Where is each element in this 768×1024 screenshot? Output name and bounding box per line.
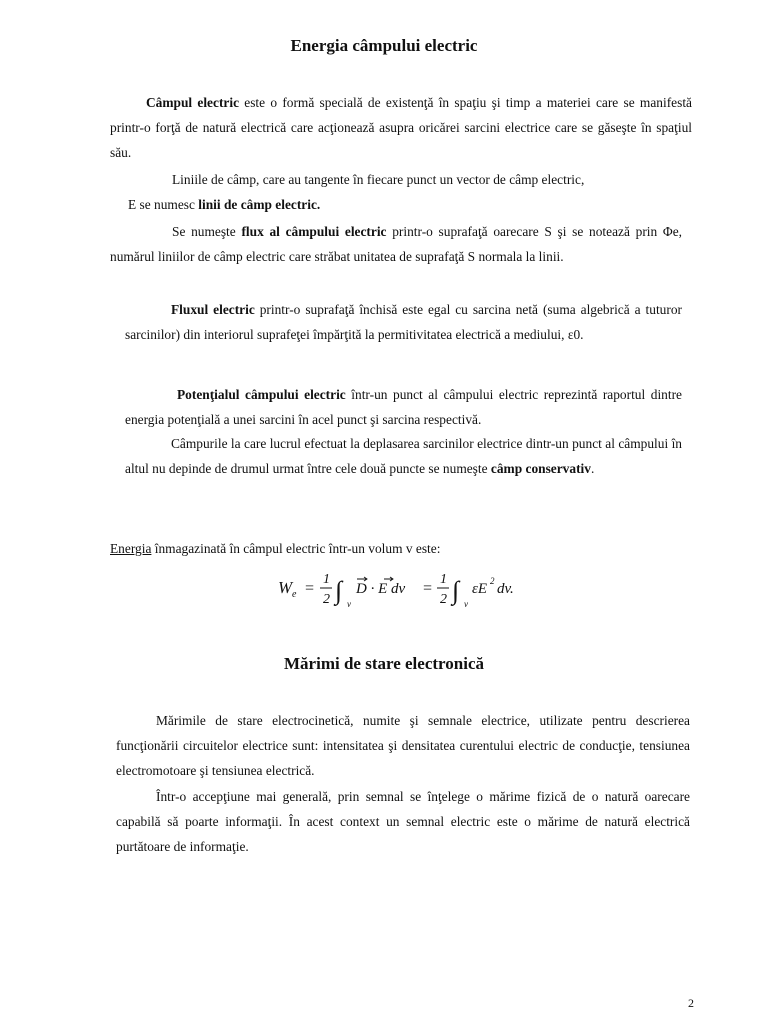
formula-tail: dv.: [497, 581, 514, 597]
paragraph-text: Câmpurile la care lucrul efectuat la deplasarea sarcinilor electrice dintr-un punct al câmpului în altul nu depinde de drumul urmat între cele două puncte se numeşte: [125, 436, 682, 476]
paragraph-text: Mărimile de stare electrocinetică, numite şi semnale electrice, utilizate pentru descrierea funcţionării circuitelor electrice sunt: intensitatea şi densitatea curentului electric de conducţie, tensiunea electromotoare şi tensiunea electrică.: [116, 713, 690, 778]
page-number: 2: [688, 996, 694, 1010]
term-electric-flux: Fluxul electric: [171, 302, 255, 317]
formula-num: 1: [323, 572, 330, 587]
formula-eq: =: [304, 580, 315, 597]
term-conservative: câmp conservativ: [490, 461, 591, 476]
formula-integral: ∫: [335, 576, 343, 605]
formula-lhs: W: [278, 578, 293, 597]
formula-den2: 2: [440, 592, 447, 607]
paragraph-text: Se numeşte: [172, 224, 242, 239]
formula-num2: 1: [440, 572, 447, 587]
paragraph-text: Într-o accepţiune mai generală, prin semnal se înţelege o mărime fizică de o natură oarecare capabilă să poarte informaţii. În acest context un semnal electric este o mărime de natură electrică purtătoare de informaţie.: [116, 789, 690, 854]
formula-sup: 2: [490, 576, 495, 586]
paragraph-text: este o formă specială de existenţă în spaţiu şi timp a materiei care se manifestă printr-o forţă de natură electrică care acţionează asupra oricărei sarcini electrice care se găseşte în spaţiul său.: [110, 95, 692, 160]
formula-term1: D · E dv: [356, 581, 406, 597]
section-title-energy: Energia câmpului electric: [290, 36, 478, 55]
paragraph-text: printr-o suprafaţă oarecare S şi se notează prin Φe, numărul liniilor de câmp electric care străbat unitatea de suprafaţă S normala la linii.: [110, 224, 682, 264]
term-energy: Energia: [110, 541, 152, 556]
paragraph-text: printr-o suprafaţă închisă este egal cu sarcina netă (suma algebrică a tuturor sarcinilor) din interiorul suprafeţei împărţită la permitivitatea electrică a mediului, ε0.: [125, 302, 682, 342]
term-field-lines: linii de câmp electric.: [198, 197, 321, 212]
energy-formula: [276, 566, 526, 610]
paragraph-text: .: [590, 461, 595, 476]
paragraph-energy-stored: [110, 536, 692, 561]
paragraph-signal: [116, 784, 690, 859]
formula-int-sub2: v: [464, 599, 468, 609]
formula-int-sub: v: [347, 599, 351, 609]
formula-eq2: =: [422, 580, 433, 597]
formula-integral2: ∫: [452, 576, 460, 605]
formula-den: 2: [323, 592, 330, 607]
term-electric-field: Câmpul electric: [146, 95, 240, 110]
paragraph-conservative: [125, 431, 682, 481]
paragraph-flux: [110, 219, 682, 269]
formula-lhs-sub: e: [292, 589, 297, 600]
formula-term2: εE: [472, 581, 488, 597]
section-title-state-quantities: Mărimi de stare electronică: [284, 654, 484, 673]
paragraph-electric-field: [110, 90, 692, 165]
paragraph-field-lines: [110, 167, 692, 217]
term-potential: Potenţialul câmpului electric: [177, 387, 346, 402]
paragraph-potential: [125, 382, 682, 432]
paragraph-text: înmagazinată în câmpul electric într-un volum v este:: [151, 541, 441, 556]
paragraph-state-quantities: [116, 708, 690, 783]
paragraph-text: E se numesc: [128, 197, 199, 212]
paragraph-text: într-un punct al câmpului electric reprezintă raportul dintre energia potenţială a unei sarcini în acel punct şi sarcina respectivă.: [125, 387, 682, 427]
term-flux: flux al câmpului electric: [241, 224, 387, 239]
paragraph-text: Liniile de câmp, care au tangente în fiecare punct un vector de câmp electric,: [172, 172, 585, 187]
paragraph-electric-flux: [125, 297, 682, 347]
